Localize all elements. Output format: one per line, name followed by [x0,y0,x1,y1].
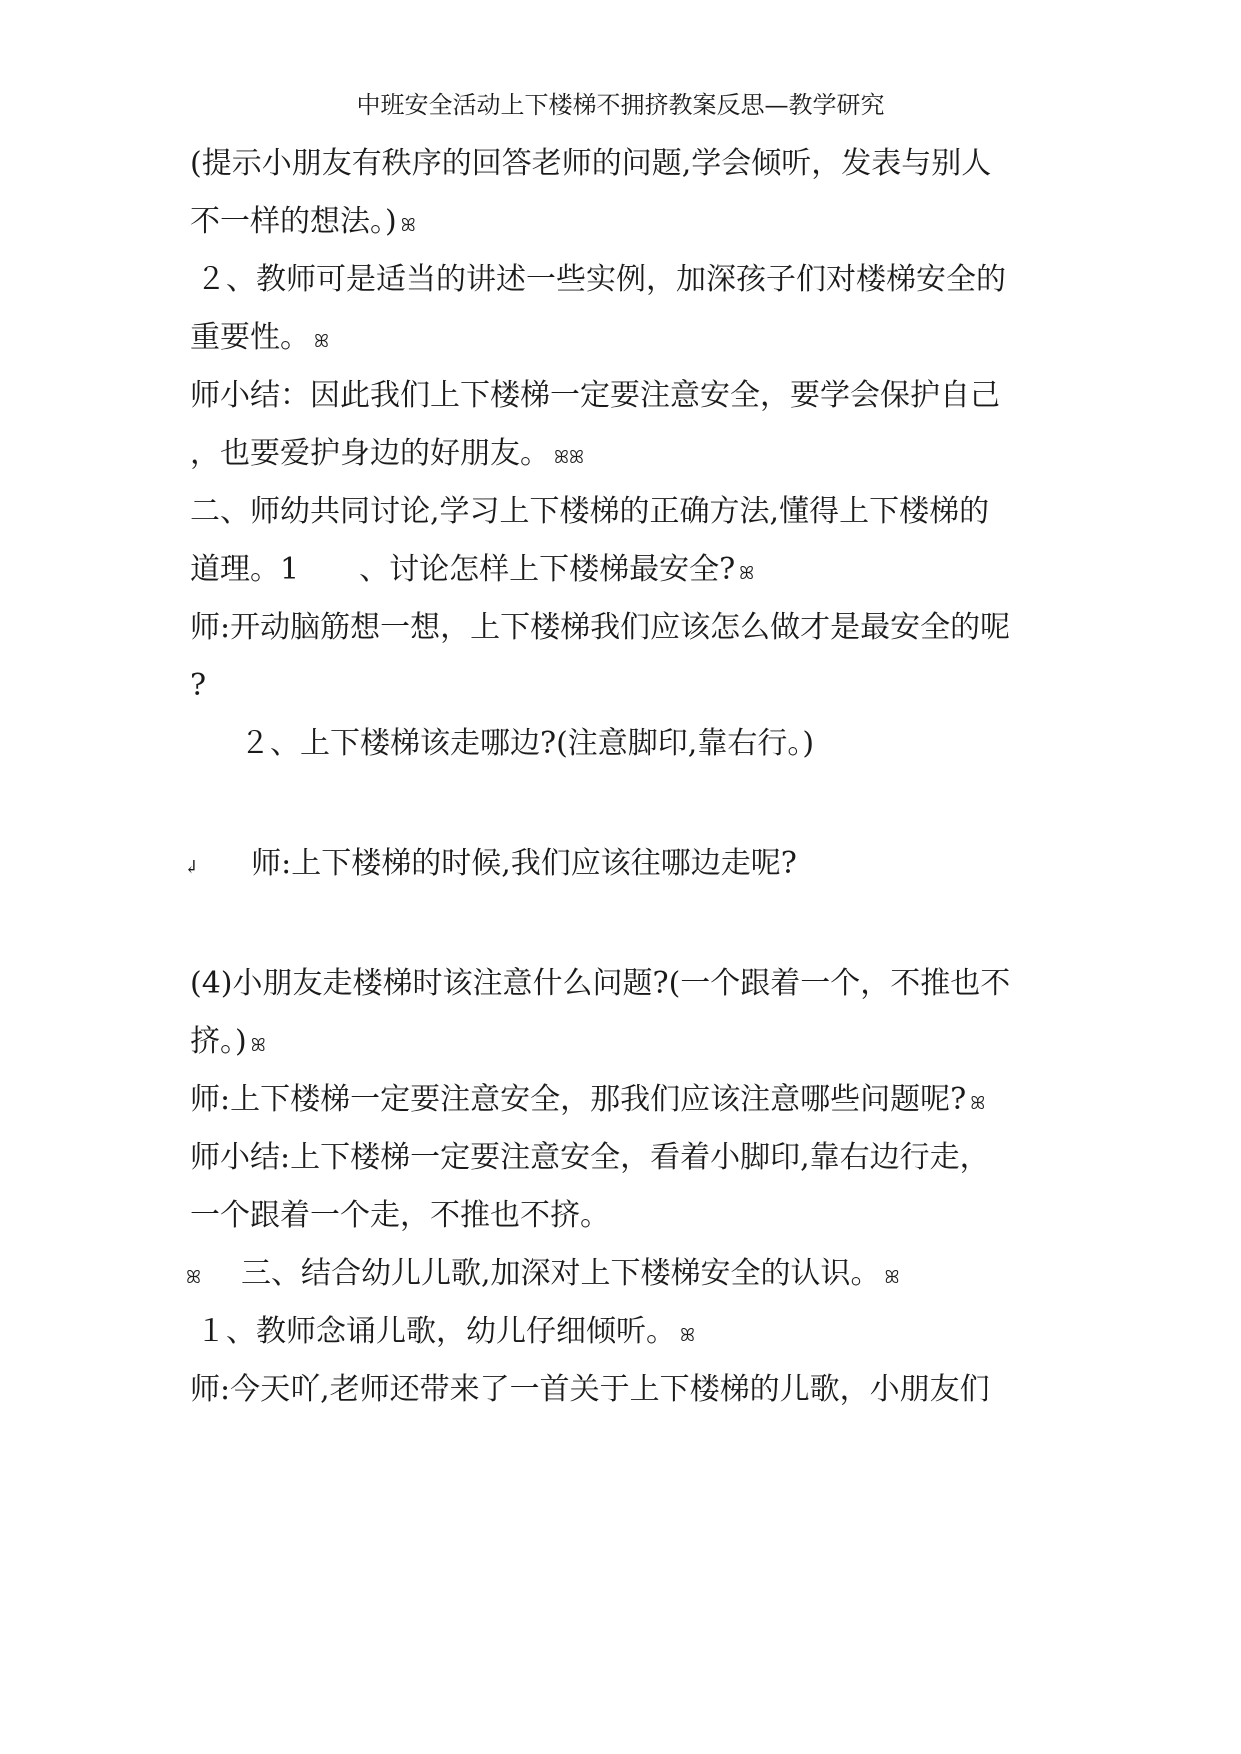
line-text: ? [190,668,207,703]
paragraph-mark-icon: ꕤ [884,1267,900,1288]
text-line-9 [190,606,1010,650]
document-header: 中班安全活动上下楼梯不拥挤教案反思—教学研究 [356,91,885,119]
line-text: (4)小朋友走楼梯时该注意什么问题?(一个跟着一个，不推也不 [190,966,1011,1001]
text-line-2 [190,200,416,248]
line-text: １、教师念诵儿歌，幼儿仔细倾听。 [196,1314,676,1349]
line-text: 师:今天吖,老师还带来了一首关于上下楼梯的儿歌，小朋友们 [190,1372,990,1407]
text-line-5 [190,374,1000,418]
line-text: 道理。1 、讨论怎样上下楼梯最安全? [190,552,736,587]
text-line-15 [190,1078,985,1126]
text-line-11 [240,722,814,766]
line-text: ２、教师可是适当的讲述一些实例，加深孩子们对楼梯安全的 [196,262,1006,297]
text-line-17 [190,1194,610,1238]
paragraph-mark-icon: ꕤ [400,215,416,236]
paragraph-mark-icon: ꕤ [970,1093,986,1114]
text-line-14 [190,1020,266,1068]
line-text: 一个跟着一个走，不推也不挤。 [190,1198,610,1233]
line-text: 师小结：因此我们上下楼梯一定要注意安全，要学会保护自己 [190,378,1000,413]
line-text: 师小结:上下楼梯一定要注意安全，看着小脚印,靠右边行走， [190,1140,990,1175]
text-line-4 [190,316,329,364]
paragraph-mark-icon: ꕤ [250,1035,266,1056]
text-line-1 [190,142,991,186]
paragraph-mark-icon: ꕤ [739,563,755,584]
text-line-18 [186,1252,900,1300]
line-text: 三、结合幼儿儿歌,加深对上下楼梯安全的认识。 [240,1256,881,1291]
text-line-12 [184,842,797,890]
text-line-10 [190,664,206,708]
paragraph-mark-icon: ꕤ [680,1325,695,1346]
line-text: ２、上下楼梯该走哪边?(注意脚印,靠右行。) [240,726,815,761]
line-text: 师:上下楼梯一定要注意安全，那我们应该注意哪些问题呢? [190,1082,967,1117]
line-text: 不一样的想法。) [190,204,397,239]
return-arrow-icon: ↲ [184,857,200,878]
text-line-8 [190,548,754,596]
text-line-20 [190,1368,990,1412]
line-text: (提示小朋友有秩序的回答老师的问题,学会倾听，发表与别人 [190,146,992,181]
line-text: 重要性。 [190,320,310,355]
paragraph-mark-icon: ꕤ [186,1267,201,1288]
line-text: 师:上下楼梯的时候,我们应该往哪边走呢? [251,846,797,881]
text-line-6 [190,432,584,480]
text-line-19 [196,1310,695,1358]
line-text: 挤。) [190,1024,247,1059]
paragraph-mark-icon: ꕤꕤ [554,447,584,468]
line-text: 师:开动脑筋想一想，上下楼梯我们应该怎么做才是最安全的呢 [190,610,1011,645]
paragraph-mark-icon: ꕤ [314,331,329,352]
text-line-13 [190,962,1010,1006]
line-text: 二、师幼共同讨论,学习上下楼梯的正确方法,懂得上下楼梯的 [190,494,990,529]
text-line-16 [190,1136,990,1180]
text-line-3 [196,258,1006,302]
line-text: ，也要爱护身边的好朋友。 [190,436,550,471]
text-line-7 [190,490,989,534]
